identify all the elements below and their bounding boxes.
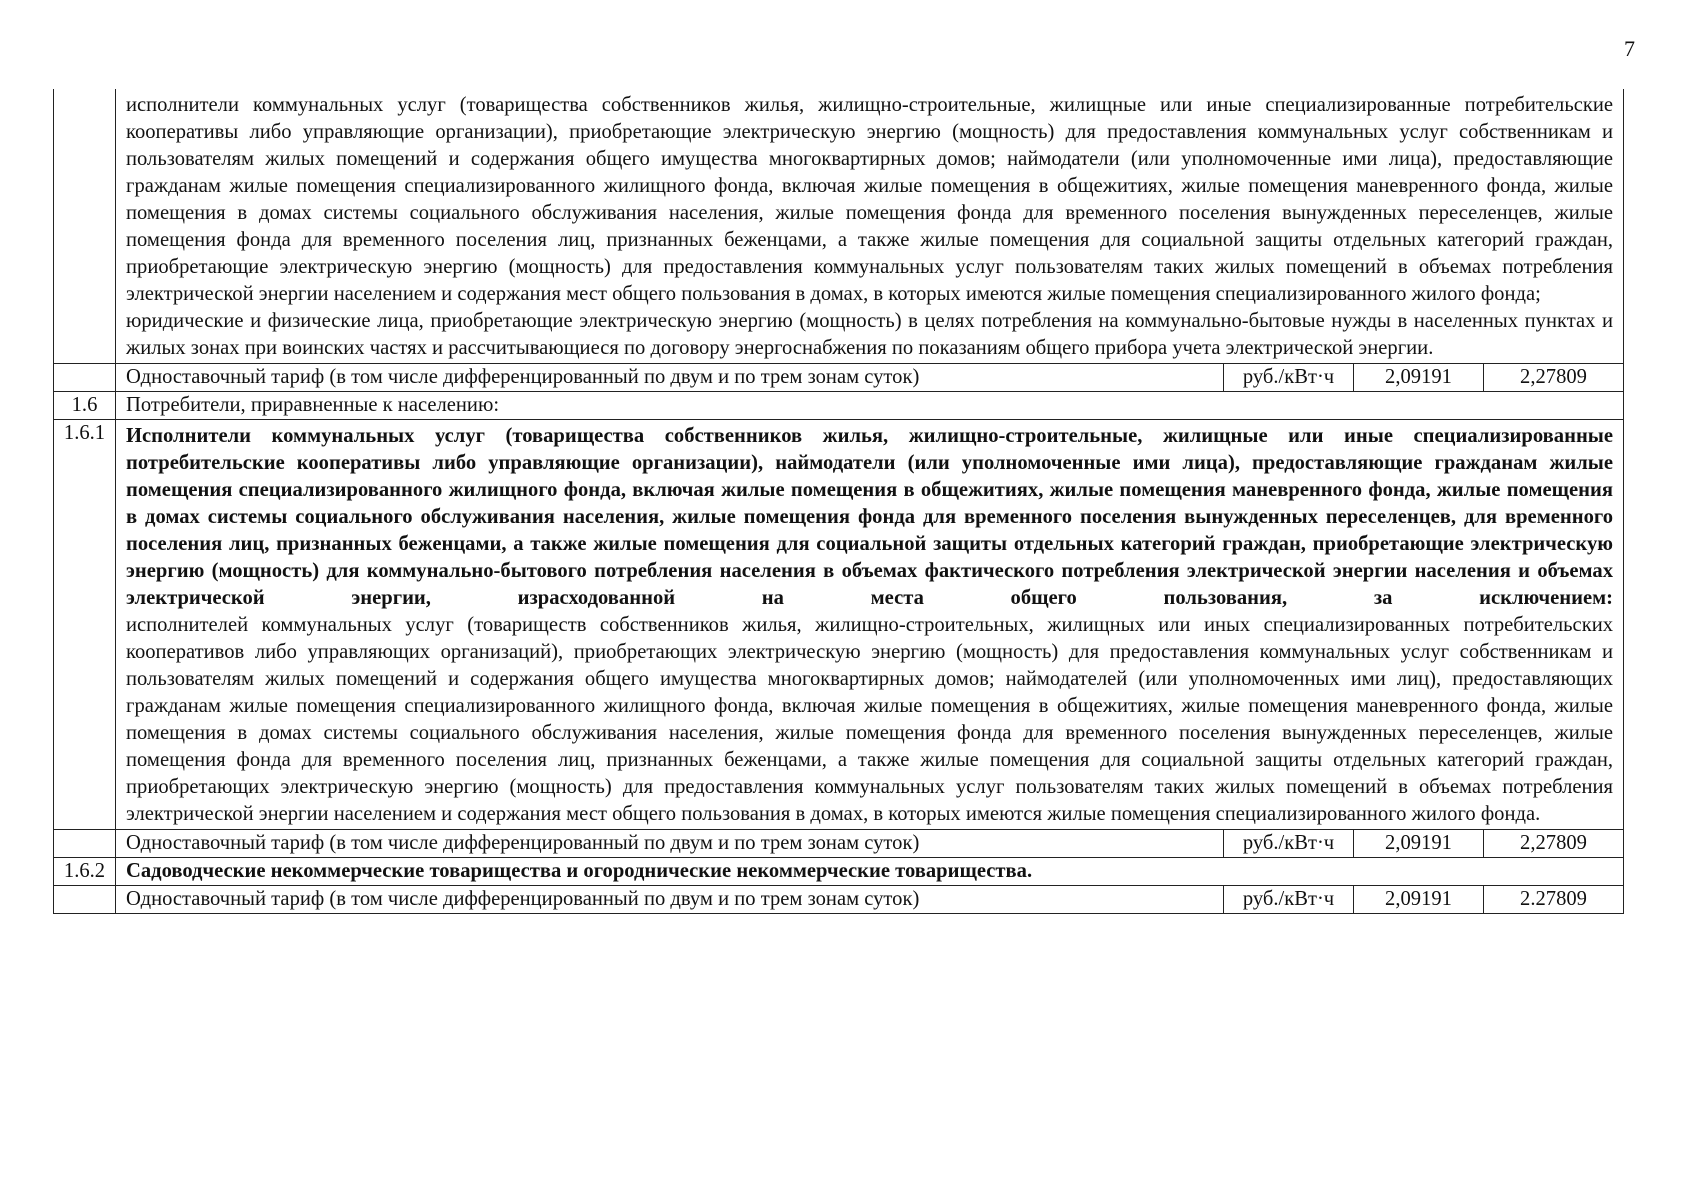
tariff-value-1: 2,09191 [1354,886,1484,914]
continuation-paragraph-2: юридические и физические лица, приобретающие электрическую энергию (мощность) в целях потребления на коммунально-бытовые нужды в населенных пунктах и жилых зонах при воинских частях и рассчитывающиеся по договору энергоснабжения по показаниям общего прибора учета электрической энергии. [126,310,1614,359]
tariff-label: Одноставочный тариф (в том числе дифференцированный по двум и по трем зонам суток) [116,364,1224,392]
tariff-row [54,830,1624,858]
row-number: 1.6 [54,392,116,420]
tariff-row [54,364,1624,392]
section-title: Потребители, приравненные к населению: [116,392,1624,420]
tariff-unit: руб./кВт·ч [1224,830,1354,858]
tariff-value-1: 2,09191 [1354,830,1484,858]
tariff-label: Одноставочный тариф (в том числе дифференцированный по двум и по трем зонам суток) [116,830,1224,858]
section-1-6-2-row [54,858,1624,886]
tariff-row [54,886,1624,914]
continuation-text-cell [116,89,1624,364]
tariff-table [53,89,1624,914]
continuation-text-row [54,89,1624,364]
tariff-value-2: 2.27809 [1484,886,1624,914]
tariff-unit: руб./кВт·ч [1224,886,1354,914]
tariff-value-2: 2,27809 [1484,830,1624,858]
row-number: 1.6.2 [54,858,116,886]
section-1-6-1-normal-text: исполнителей коммунальных услуг (товариществ собственников жилья, жилищно-строительных, жилищных или иных специализированных потребительских кооперативов либо управляющих организаций), приобретающих электрическую энергию (мощность) для предоставления коммунальных услуг собственникам и пользователям жилых помещений и содержания общего имущества многоквартирных домов; наймодателей (или уполномоченных ими лиц), предоставляющих гражданам жилые помещения специализированного жилищного фонда, включая жилые помещения в общежитиях, жилые помещения маневренного фонда, жилые помещения в домах системы социального обслуживания населения, жилые помещения фонда для временного поселения вынужденных переселенцев, жилые помещения фонда для временного поселения лиц, признанных беженцами, а также жилые помещения для социальной защиты отдельных категорий граждан, приобретающих электрическую энергию (мощность) для предоставления коммунальных услуг пользователям таких жилых помещений в объемах потребления электрической энергии населением и содержания мест общего пользования в домах, в которых имеются жилые помещения специализированного жилого фонда. [126,614,1614,825]
section-1-6-row [54,392,1624,420]
tariff-unit: руб./кВт·ч [1224,364,1354,392]
row-number-empty [54,364,116,392]
section-1-6-1-text-cell [116,420,1624,830]
row-number-empty [54,830,116,858]
continuation-paragraph-1: исполнители коммунальных услуг (товарищества собственников жилья, жилищно-строительные, жилищные или иные специализированные потребительские кооперативы либо управляющие организации), приобретающие электрическую энергию (мощность) для предоставления коммунальных услуг собственникам и пользователям жилых помещений и содержания общего имущества многоквартирных домов; наймодатели (или уполномоченные ими лица), предоставляющие гражданам жилые помещения специализированного жилищного фонда, включая жилые помещения в общежитиях, жилые помещения маневренного фонда, жилые помещения в домах системы социального обслуживания населения, жилые помещения фонда для временного поселения вынужденных переселенцев, жилые помещения фонда для временного поселения лиц, признанных беженцами, а также жилые помещения для социальной защиты отдельных категорий граждан, приобретающие электрическую энергию (мощность) для предоставления коммунальных услуг пользователям таких жилых помещений в объемах потребления электрической энергии населением и содержания мест общего пользования в домах, в которых имеются жилые помещения специализированного жилого фонда; [126,94,1614,305]
section-title: Садоводческие некоммерческие товарищества и огороднические некоммерческие товарищества. [116,858,1624,886]
tariff-label: Одноставочный тариф (в том числе дифференцированный по двум и по трем зонам суток) [116,886,1224,914]
row-number-empty [54,886,116,914]
section-1-6-1-row [54,420,1624,830]
row-number-empty [54,89,116,364]
tariff-value-2: 2,27809 [1484,364,1624,392]
tariff-value-1: 2,09191 [1354,364,1484,392]
section-1-6-1-bold-text: Исполнители коммунальных услуг (товарищества собственников жилья, жилищно-строительные, жилищные или иные специализированные потребительские кооперативы либо управляющие организации), наймодатели (или уполномоченные ими лица), предоставляющие гражданам жилые помещения специализированного жилищного фонда, включая жилые помещения в общежитиях, жилые помещения маневренного фонда, жилые помещения в домах системы социального обслуживания населения, жилые помещения фонда для временного поселения вынужденных переселенцев, для временного поселения лиц, признанных беженцами, а также жилые помещения для социальной защиты отдельных категорий граждан, приобретающие электрическую энергию (мощность) для коммунально-бытового потребления населения в объемах фактического потребления электрической энергии населения и объемах электрической энергии, израсходованной на места общего пользования, за исключением: [126,425,1614,609]
page-number: 7 [1624,36,1635,61]
row-number: 1.6.1 [54,420,116,830]
